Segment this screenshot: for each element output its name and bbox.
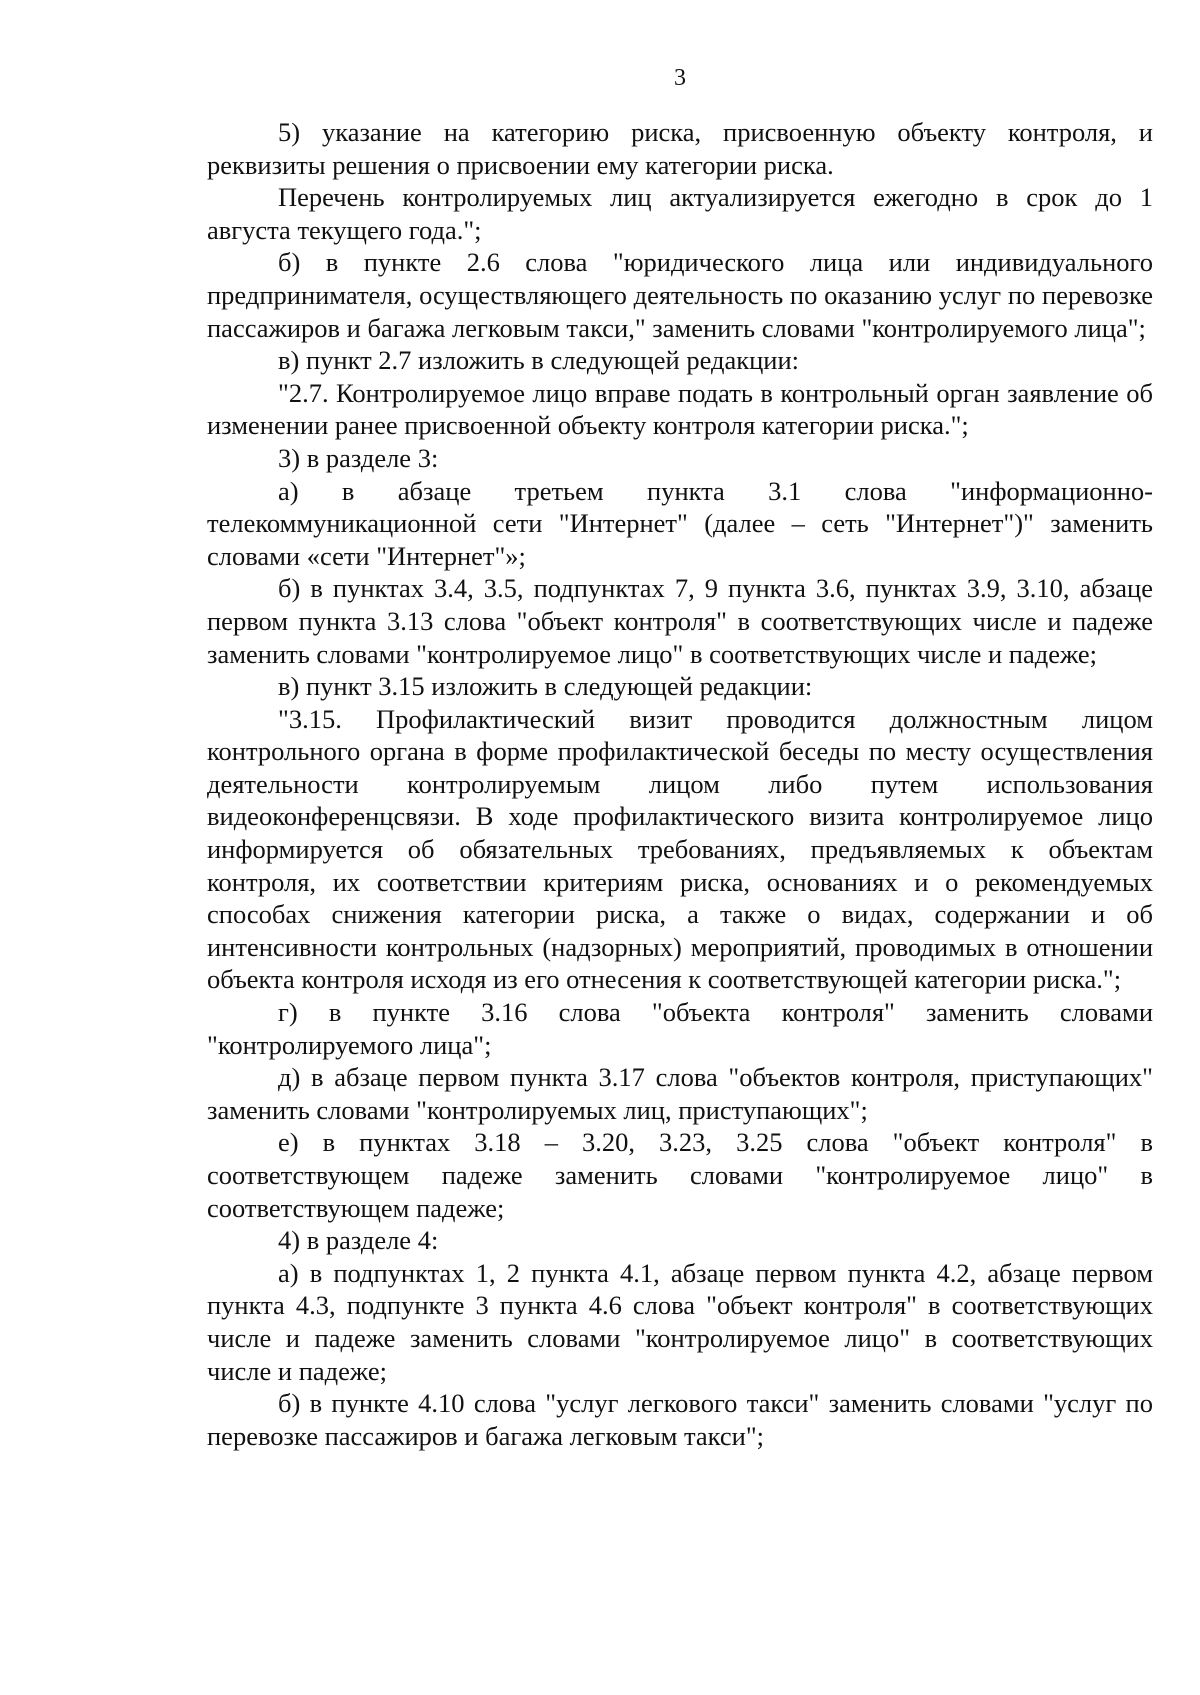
paragraph: е) в пунктах 3.18 – 3.20, 3.23, 3.25 слова "объект контроля" в соответствующем падеже заменить словами "контролируемое лицо" в соответствующем падеже; xyxy=(207,1127,1153,1223)
paragraph: а) в абзаце третьем пункта 3.1 слова "информационно-телекоммуникационной сети "Интернет" (далее – сеть "Интернет")" заменить словами «сети "Интернет"»; xyxy=(207,475,1153,571)
document-body xyxy=(207,116,1153,1452)
paragraph: б) в пункте 2.6 слова "юридического лица или индивидуального предпринимателя, осуществляющего деятельность по оказанию услуг по перевозке пассажиров и багажа легковым такси," заменить словами "контролируемого лица"; xyxy=(207,247,1153,343)
paragraph: 3) в разделе 3: xyxy=(278,442,439,473)
paragraph: а) в подпунктах 1, 2 пункта 4.1, абзаце первом пункта 4.2, абзаце первом пункта 4.3, подпункте 3 пункта 4.6 слова "объект контроля" в соответствующих числе и падеже заменить словами "контролируемое лицо" в соответствующих числе и падеже; xyxy=(207,1257,1153,1386)
paragraph: б) в пункте 4.10 слова "услуг легкового такси" заменить словами "услуг по перевозке пассажиров и багажа легковым такси"; xyxy=(207,1388,1153,1451)
paragraph: в) пункт 2.7 изложить в следующей редакции: xyxy=(278,345,800,376)
paragraph: г) в пункте 3.16 слова "объекта контроля" заменить словами "контролируемого лица"; xyxy=(207,997,1153,1060)
paragraph: Перечень контролируемых лиц актуализируется ежегодно в срок до 1 августа текущего года."; xyxy=(207,182,1153,245)
paragraph: д) в абзаце первом пункта 3.17 слова "объектов контроля, приступающих" заменить словами "контролируемых лиц, приступающих"; xyxy=(207,1062,1153,1125)
paragraph: 4) в разделе 4: xyxy=(278,1225,439,1256)
paragraph: "2.7. Контролируемое лицо вправе подать в контрольный орган заявление об изменении ранее присвоенной объекту контроля категории риска."; xyxy=(207,377,1153,441)
paragraph: в) пункт 3.15 изложить в следующей редакции: xyxy=(278,671,813,702)
paragraph: "3.15. Профилактический визит проводится должностным лицом контрольного органа в форме профилактической беседы по месту осуществления деятельности контролируемым лицом либо путем использования видеоконференцсвязи. В ходе профилактического визита контролируемое лицо информируется об обязательных требованиях, предъявляемых к объектам контроля, их соответствии критериям риска, основаниях и о рекомендуемых способах снижения категории риска, а также о видах, содержании и об интенсивности контрольных (надзорных) мероприятий, проводимых в отношении объекта контроля исходя из его отнесения к соответствующей категории риска."; xyxy=(207,703,1153,995)
paragraph: 5) указание на категорию риска, присвоенную объекту контроля, и реквизиты решения о присвоении ему категории риска. xyxy=(207,117,1153,180)
page-number: 3 xyxy=(674,65,686,91)
paragraph: б) в пунктах 3.4, 3.5, подпунктах 7, 9 пункта 3.6, пунктах 3.9, 3.10, абзаце первом пункта 3.13 слова "объект контроля" в соответствующих числе и падеже заменить словами "контролируемое лицо" в соответствующих числе и падеже; xyxy=(207,573,1153,669)
